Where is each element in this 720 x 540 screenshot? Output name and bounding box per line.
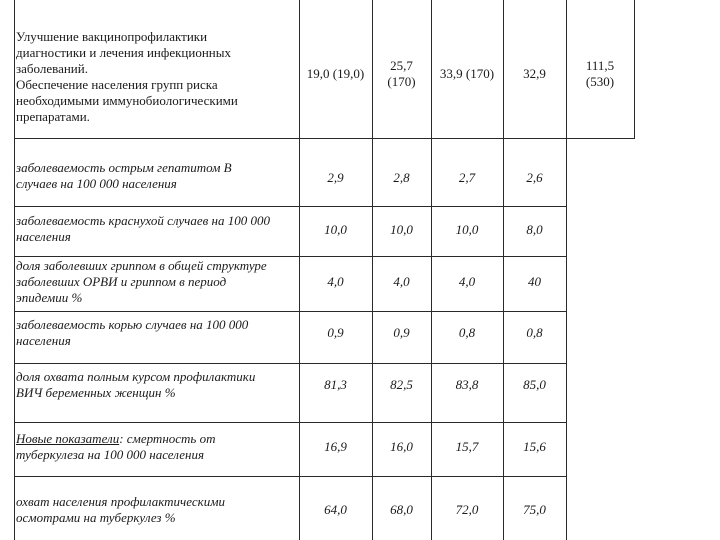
table-cell: 8,0 bbox=[526, 222, 543, 237]
grid-line bbox=[14, 363, 567, 364]
text-line: осмотрами на туберкулез % bbox=[16, 510, 176, 525]
text-line: охват населения профилактическими bbox=[16, 494, 226, 509]
table-cell: 85,0 bbox=[523, 377, 546, 392]
row-description bbox=[16, 431, 298, 463]
text-line: Обеспечение населения групп риска bbox=[16, 77, 218, 92]
text-line: Улучшение вакцинопрофилактики bbox=[16, 29, 208, 44]
row-description bbox=[16, 494, 298, 526]
table-cell: 2,6 bbox=[526, 170, 543, 185]
table-cell: 10,0 bbox=[455, 222, 479, 237]
grid-line bbox=[14, 422, 567, 423]
table-cell: 4,0 bbox=[327, 274, 344, 289]
grid-line bbox=[14, 0, 15, 540]
text-line: доля охвата полным курсом профилактики bbox=[16, 369, 256, 384]
grid-line bbox=[14, 206, 567, 207]
table-cell: 83,8 bbox=[455, 377, 479, 392]
text-line: эпидемии % bbox=[16, 290, 83, 305]
table-cell: 72,0 bbox=[455, 502, 479, 517]
text-line: заболеваний. bbox=[16, 61, 88, 76]
text-line: (530) bbox=[585, 74, 615, 89]
new-indicators-label: Новые показатели bbox=[16, 431, 120, 446]
text-line: ВИЧ беременных женщин % bbox=[16, 385, 176, 400]
table-cell: 16,0 bbox=[390, 439, 413, 454]
text-line: необходимыми иммунобиологическими bbox=[16, 93, 238, 108]
grid-line bbox=[634, 0, 635, 138]
table-cell: 0,8 bbox=[526, 325, 543, 340]
text-line: случаев на 100 000 населения bbox=[16, 176, 177, 191]
grid-line bbox=[14, 138, 635, 139]
grid-line bbox=[14, 256, 567, 257]
table-cell: 16,9 bbox=[324, 439, 347, 454]
text-line: 111,5 bbox=[585, 58, 615, 73]
text-line: населения bbox=[16, 333, 71, 348]
row-description bbox=[16, 317, 298, 349]
row-description bbox=[16, 160, 298, 192]
text-line: заболевших ОРВИ и гриппом в период bbox=[16, 274, 227, 289]
row-description bbox=[16, 213, 298, 245]
row-description bbox=[16, 258, 298, 306]
text-line: туберкулеза на 100 000 населения bbox=[16, 447, 205, 462]
grid-line bbox=[14, 311, 567, 312]
grid-line bbox=[14, 476, 567, 477]
header-description bbox=[16, 29, 298, 125]
table-cell: 2,8 bbox=[393, 170, 410, 185]
text-fragment: : смертность от bbox=[119, 431, 216, 446]
text-line: заболеваемость корью случаев на 100 000 bbox=[16, 317, 249, 332]
text-line bbox=[16, 431, 298, 447]
table-cell: 68,0 bbox=[390, 502, 413, 517]
text-line: заболеваемость краснухой случаев на 100 000 bbox=[16, 213, 270, 228]
table-cell: 4,0 bbox=[458, 274, 476, 289]
table-cell: 0,9 bbox=[393, 325, 410, 340]
text-line: (170) bbox=[387, 74, 416, 89]
header-value: 19,0 (19,0) bbox=[306, 66, 365, 81]
row-description bbox=[16, 369, 298, 401]
header-value bbox=[372, 58, 431, 90]
table-cell: 0,9 bbox=[327, 325, 344, 340]
text-line: диагностики и лечения инфекционных bbox=[16, 45, 231, 60]
table-cell: 10,0 bbox=[390, 222, 413, 237]
text-line: заболеваемость острым гепатитом В bbox=[16, 160, 232, 175]
text-line: населения bbox=[16, 229, 71, 244]
table-cell: 0,8 bbox=[458, 325, 476, 340]
table-cell: 75,0 bbox=[523, 502, 546, 517]
text-line: 25,7 bbox=[390, 58, 413, 73]
table-cell: 81,3 bbox=[324, 377, 347, 392]
header-value bbox=[566, 58, 634, 90]
table-cell: 2,7 bbox=[458, 170, 476, 185]
table-cell: 2,9 bbox=[327, 170, 344, 185]
header-value: 32,9 bbox=[523, 66, 546, 81]
text-line: препаратами. bbox=[16, 109, 90, 124]
header-value: 33,9 (170) bbox=[439, 66, 495, 81]
table-cell: 15,7 bbox=[455, 439, 479, 454]
table-cell: 64,0 bbox=[324, 502, 347, 517]
table-cell: 4,0 bbox=[393, 274, 410, 289]
table-cell: 15,6 bbox=[523, 439, 546, 454]
table-cell: 82,5 bbox=[390, 377, 413, 392]
text-line: доля заболевших гриппом в общей структуре bbox=[16, 258, 267, 273]
table-cell: 40 bbox=[528, 274, 541, 289]
table-cell: 10,0 bbox=[324, 222, 347, 237]
